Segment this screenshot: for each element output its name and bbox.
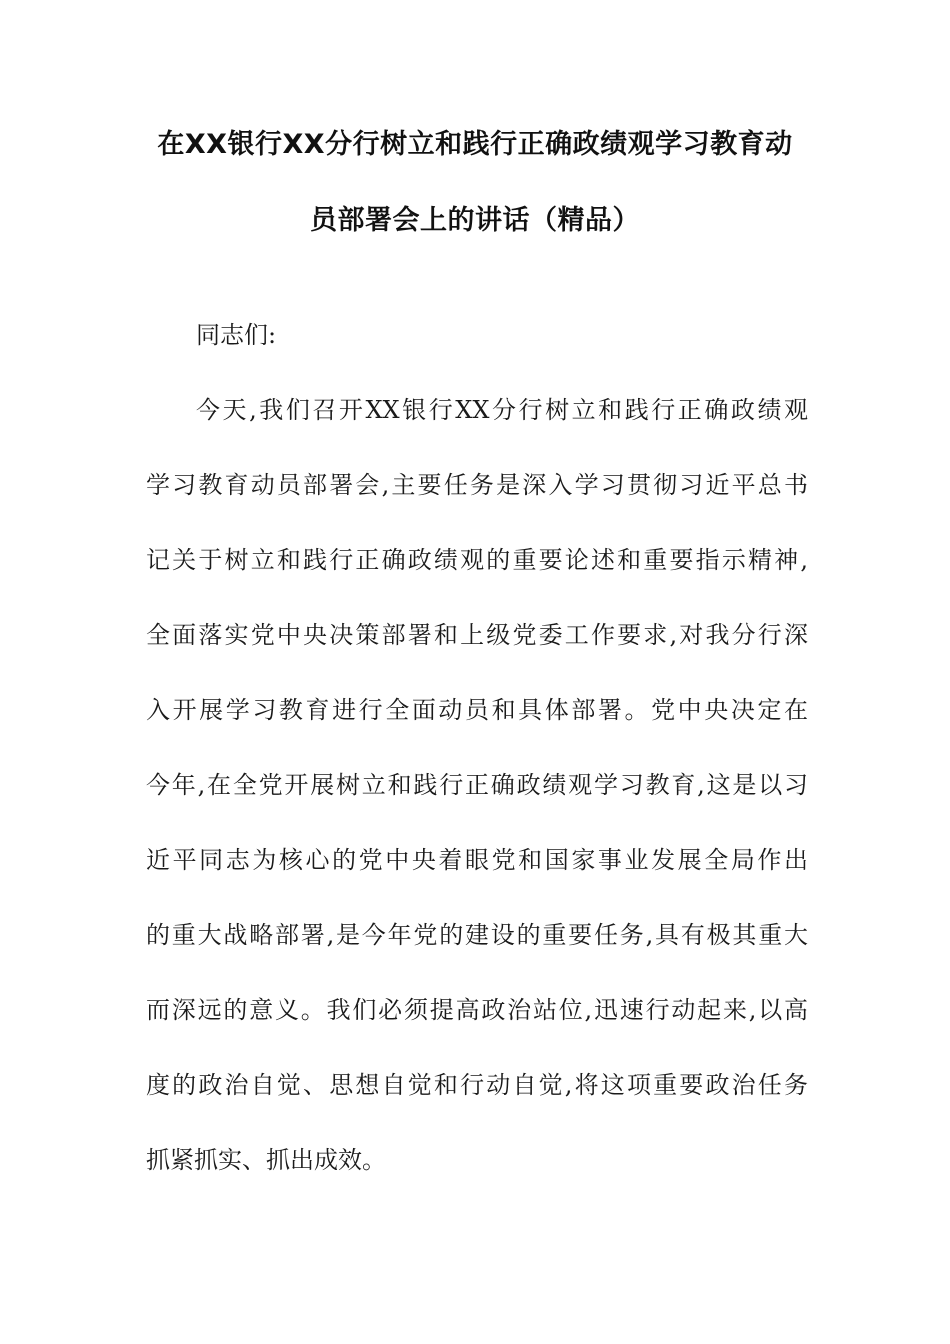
document-title-line-2: 员部署会上的讲话（精品） <box>310 205 640 236</box>
document-title-line-1: 在XX银行XX分行树立和践行正确政绩观学习教育动 <box>157 129 793 160</box>
paragraph-line: 今天,我们召开XX银行XX分行树立和践行正确政绩观 <box>196 396 808 424</box>
paragraph-line: 抓紧抓实、抓出成效。 <box>146 1146 386 1174</box>
body-paragraph <box>146 373 808 1198</box>
paragraph-line: 今年,在全党开展树立和践行正确政绩观学习教育,这是以习 <box>146 771 808 799</box>
paragraph-line: 学习教育动员部署会,主要任务是深入学习贯彻习近平总书 <box>146 471 808 499</box>
paragraph-line: 近平同志为核心的党中央着眼党和国家事业发展全局作出 <box>146 846 808 874</box>
paragraph-line: 全面落实党中央决策部署和上级党委工作要求,对我分行深 <box>146 621 808 649</box>
paragraph-line: 入开展学习教育进行全面动员和具体部署。党中央决定在 <box>146 696 808 724</box>
paragraph-line: 度的政治自觉、思想自觉和行动自觉,将这项重要政治任务 <box>146 1071 808 1099</box>
paragraph-line: 的重大战略部署,是今年党的建设的重要任务,具有极其重大 <box>146 921 808 949</box>
salutation: 同志们: <box>196 321 277 349</box>
paragraph-line: 记关于树立和践行正确政绩观的重要论述和重要指示精神, <box>146 546 808 574</box>
paragraph-line: 而深远的意义。我们必须提高政治站位,迅速行动起来,以高 <box>146 996 808 1024</box>
